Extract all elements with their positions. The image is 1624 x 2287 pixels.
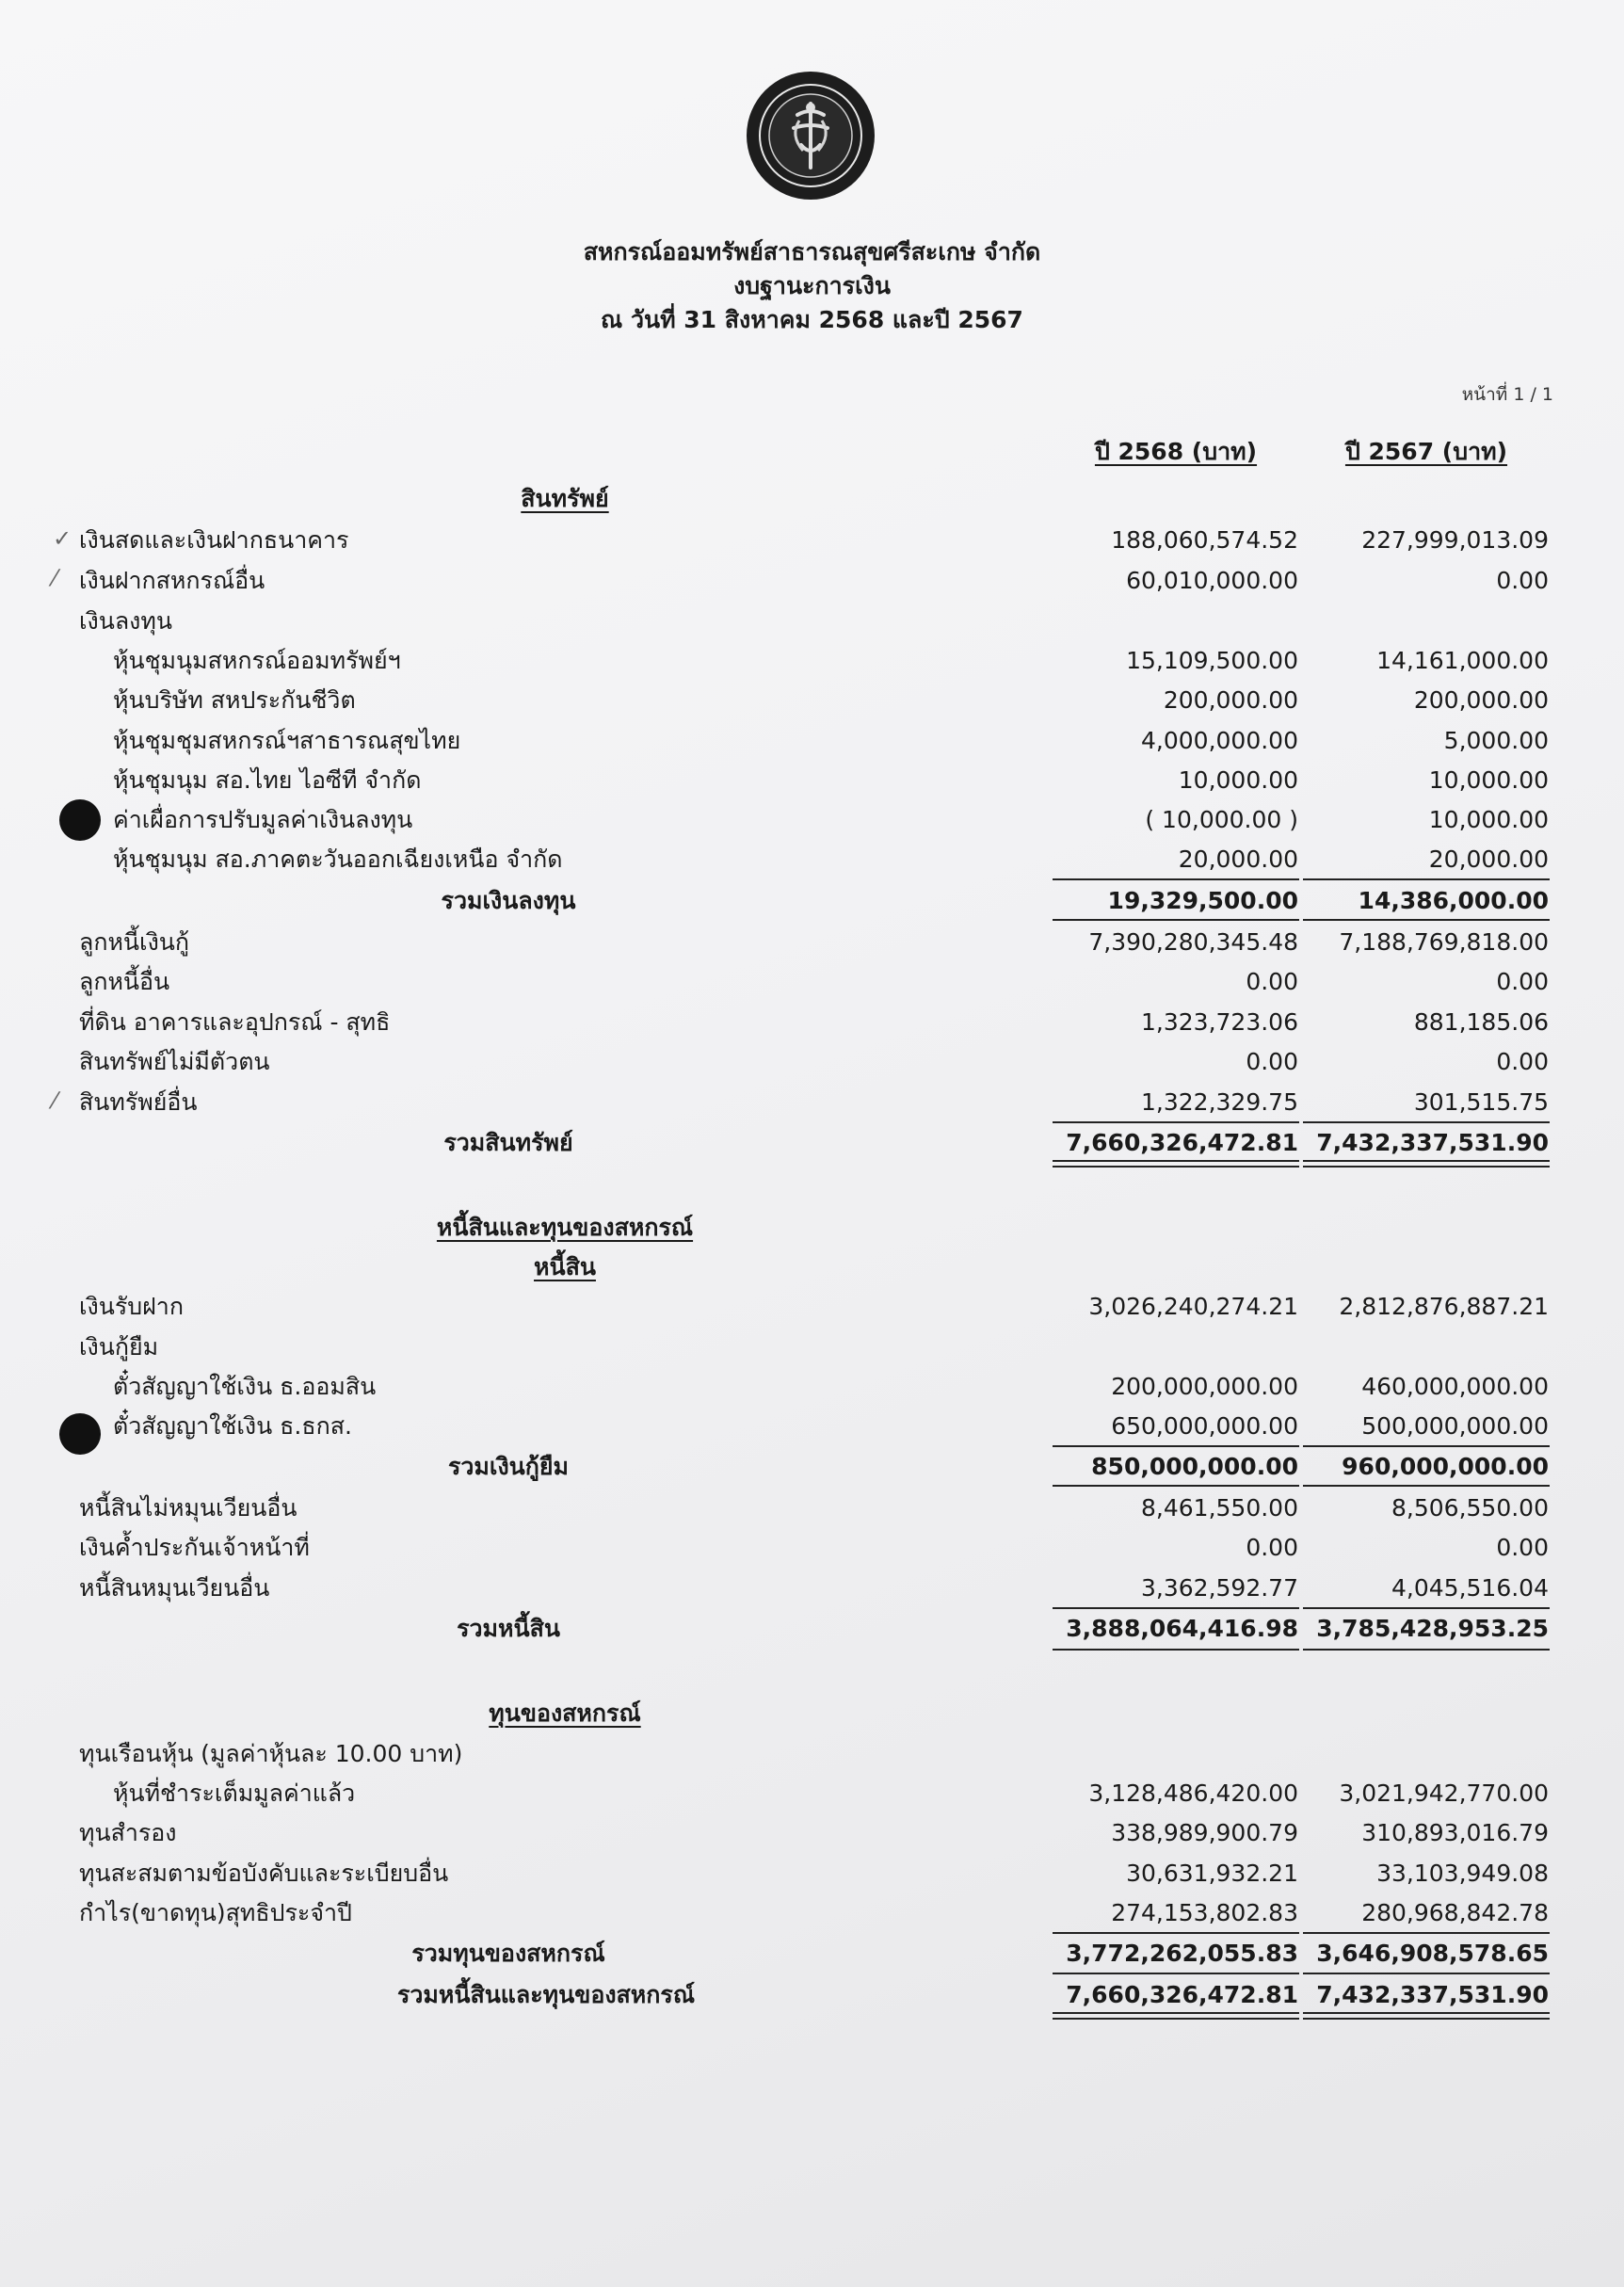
value-2568: 30,631,932.21 bbox=[1126, 1860, 1298, 1887]
value-2568: 338,989,900.79 bbox=[1111, 1819, 1298, 1846]
value-2567: 10,000.00 bbox=[1428, 806, 1549, 833]
value-2568: 650,000,000.00 bbox=[1111, 1412, 1298, 1440]
row-liability bbox=[0, 1570, 1624, 1607]
underline bbox=[1303, 1607, 1550, 1609]
value-2567: 200,000.00 bbox=[1413, 686, 1549, 714]
column-header-2567: ปี 2567 (บาท) bbox=[1344, 438, 1508, 465]
value-2567: 3,785,428,953.25 bbox=[1316, 1615, 1549, 1642]
row-investment bbox=[0, 722, 1624, 760]
value-2568: 19,329,500.00 bbox=[1107, 887, 1298, 914]
value-2567: 227,999,013.09 bbox=[1361, 526, 1549, 554]
row-liability bbox=[0, 1490, 1624, 1527]
row-label: ตั๋วสัญญาใช้เงิน ธ.ธกส. bbox=[113, 1412, 352, 1440]
underline bbox=[1053, 919, 1299, 921]
row-label: รวมสินทรัพย์ bbox=[443, 1129, 573, 1156]
value-2567: 14,161,000.00 bbox=[1376, 647, 1549, 674]
value-2568: 200,000.00 bbox=[1163, 686, 1298, 714]
underline bbox=[1303, 1485, 1550, 1487]
row-investments-heading bbox=[0, 603, 1624, 640]
row-paid-shares bbox=[0, 1775, 1624, 1812]
value-2568: ( 10,000.00 ) bbox=[1145, 806, 1298, 833]
date-line: ณ วันที่ 31 สิงหาคม 2568 และปี 2567 bbox=[601, 306, 1023, 333]
double-underline bbox=[1303, 2012, 1550, 2020]
value-2568: 188,060,574.52 bbox=[1111, 526, 1298, 554]
row-label: รวมทุนของสหกรณ์ bbox=[411, 1940, 605, 1967]
double-underline bbox=[1053, 2012, 1299, 2020]
value-2567: 0.00 bbox=[1496, 1048, 1549, 1075]
value-2568: 3,772,262,055.83 bbox=[1066, 1940, 1298, 1967]
row-equity bbox=[0, 1894, 1624, 1932]
underline bbox=[1303, 1445, 1550, 1447]
row-label: ที่ดิน อาคารและอุปกรณ์ - สุทธิ bbox=[79, 1008, 391, 1036]
row-label: ค่าเผื่อการปรับมูลค่าเงินลงทุน bbox=[113, 806, 413, 833]
underline bbox=[1303, 1121, 1550, 1123]
row-label: หุ้นชุมนุมสหกรณ์ออมทรัพย์ฯ bbox=[113, 647, 401, 674]
underline bbox=[1053, 1121, 1299, 1123]
value-2567: 7,432,337,531.90 bbox=[1316, 1981, 1549, 2008]
underline bbox=[1053, 1932, 1299, 1934]
row-label: ลูกหนี้เงินกู้ bbox=[79, 928, 190, 956]
underline bbox=[1053, 1649, 1299, 1651]
row-label: เงินค้ำประกันเจ้าหน้าที่ bbox=[79, 1534, 310, 1561]
check-mark: ⁄ bbox=[53, 565, 57, 591]
row-label: สินทรัพย์ไม่มีตัวตน bbox=[79, 1048, 270, 1075]
value-2568: 1,322,329.75 bbox=[1141, 1088, 1298, 1116]
section-liabilities-equity bbox=[0, 1209, 1624, 1247]
value-2568: 200,000,000.00 bbox=[1111, 1373, 1298, 1400]
row-investments-total bbox=[0, 882, 1624, 920]
underline bbox=[1053, 1445, 1299, 1447]
org-name: สหกรณ์ออมทรัพย์สาธารณสุขศรีสะเกษ จำกัด bbox=[583, 238, 1041, 266]
row-asset bbox=[0, 924, 1624, 961]
row-asset bbox=[0, 1043, 1624, 1081]
value-2567: 960,000,000.00 bbox=[1342, 1453, 1549, 1480]
row-label: ลูกหนี้อื่น bbox=[79, 968, 170, 995]
value-2567: 310,893,016.79 bbox=[1361, 1819, 1549, 1846]
double-underline bbox=[1053, 1160, 1299, 1168]
value-2567: 10,000.00 bbox=[1428, 766, 1549, 794]
row-equity bbox=[0, 1855, 1624, 1892]
row-investment bbox=[0, 801, 1624, 839]
row-label: รวมเงินลงทุน bbox=[441, 887, 576, 914]
value-2567: 3,646,908,578.65 bbox=[1316, 1940, 1549, 1967]
row-label: เงินฝากสหกรณ์อื่น bbox=[79, 567, 265, 594]
value-2568: 15,109,500.00 bbox=[1126, 647, 1298, 674]
value-2567: 14,386,000.00 bbox=[1358, 887, 1549, 914]
value-2567: 881,185.06 bbox=[1413, 1008, 1549, 1036]
section-liabilities bbox=[0, 1248, 1624, 1286]
row-asset bbox=[0, 963, 1624, 1001]
value-2568: 60,010,000.00 bbox=[1126, 567, 1298, 594]
value-2567: 460,000,000.00 bbox=[1361, 1373, 1549, 1400]
value-2568: 8,461,550.00 bbox=[1141, 1494, 1298, 1522]
underline bbox=[1053, 1973, 1299, 1974]
check-mark: ⁄ bbox=[53, 1087, 57, 1114]
value-2568: 3,362,592.77 bbox=[1141, 1574, 1298, 1602]
value-2567: 0.00 bbox=[1496, 968, 1549, 995]
value-2567: 2,812,876,887.21 bbox=[1339, 1293, 1549, 1320]
row-grand-total bbox=[0, 1976, 1624, 2014]
row-label: ทุนเรือนหุ้น (มูลค่าหุ้นละ 10.00 บาท) bbox=[79, 1740, 463, 1767]
underline bbox=[1303, 919, 1550, 921]
row-cash bbox=[0, 522, 1624, 559]
underline bbox=[1303, 1932, 1550, 1934]
column-header-2568: ปี 2568 (บาท) bbox=[1094, 438, 1258, 465]
row-label: เงินกู้ยืม bbox=[79, 1333, 159, 1361]
value-2567: 5,000.00 bbox=[1443, 727, 1549, 754]
section-title: หนี้สิน bbox=[534, 1253, 596, 1280]
doc-title: งบฐานะการเงิน bbox=[733, 272, 891, 299]
page-number: หน้าที่ 1 / 1 bbox=[1461, 384, 1553, 405]
underline bbox=[1053, 878, 1299, 880]
row-deposits bbox=[0, 1288, 1624, 1326]
double-underline bbox=[1303, 1160, 1550, 1168]
row-liability bbox=[0, 1529, 1624, 1567]
row-label: หุ้นชุมชุมสหกรณ์ฯสาธารณสุขไทย bbox=[113, 727, 461, 754]
check-mark: ✓ bbox=[53, 525, 72, 552]
value-2568: 3,026,240,274.21 bbox=[1088, 1293, 1298, 1320]
value-2567: 4,045,516.04 bbox=[1391, 1574, 1549, 1602]
section-title: สินทรัพย์ bbox=[521, 485, 609, 512]
row-asset bbox=[0, 1084, 1624, 1121]
row-label: ตั๋วสัญญาใช้เงิน ธ.ออมสิน bbox=[113, 1373, 377, 1400]
row-assets-total bbox=[0, 1124, 1624, 1162]
section-title: ทุนของสหกรณ์ bbox=[489, 1699, 641, 1727]
value-2568: 10,000.00 bbox=[1178, 766, 1298, 794]
row-label: หุ้นชุมนุม สอ.ไทย ไอซีที จำกัด bbox=[113, 766, 422, 794]
value-2567: 33,103,949.08 bbox=[1376, 1860, 1549, 1887]
value-2567: 0.00 bbox=[1496, 1534, 1549, 1561]
value-2568: 20,000.00 bbox=[1178, 846, 1298, 873]
row-share-capital-heading bbox=[0, 1735, 1624, 1773]
value-2568: 7,660,326,472.81 bbox=[1066, 1129, 1298, 1156]
value-2567: 7,188,769,818.00 bbox=[1339, 928, 1549, 956]
underline bbox=[1053, 1607, 1299, 1609]
value-2568: 3,128,486,420.00 bbox=[1088, 1780, 1298, 1807]
row-label: เงินลงทุน bbox=[79, 607, 172, 635]
underline bbox=[1303, 1649, 1550, 1651]
value-2568: 274,153,802.83 bbox=[1111, 1899, 1298, 1926]
row-label: เงินสดและเงินฝากธนาคาร bbox=[79, 526, 349, 554]
value-2568: 850,000,000.00 bbox=[1091, 1453, 1298, 1480]
row-investment bbox=[0, 841, 1624, 878]
row-label: รวมเงินกู้ยืม bbox=[447, 1453, 570, 1480]
value-2568: 7,660,326,472.81 bbox=[1066, 1981, 1298, 2008]
row-label: หุ้นชุมนุม สอ.ภาคตะวันออกเฉียงเหนือ จำกัด bbox=[113, 846, 563, 873]
row-label: กำไร(ขาดทุน)สุทธิประจำปี bbox=[79, 1899, 352, 1926]
row-investment bbox=[0, 642, 1624, 680]
row-label: หนี้สินหมุนเวียนอื่น bbox=[79, 1574, 270, 1602]
value-2568: 0.00 bbox=[1246, 1534, 1298, 1561]
row-coop-deposit bbox=[0, 562, 1624, 600]
row-label: หุ้นบริษัท สหประกันชีวิต bbox=[113, 686, 356, 714]
row-label: ทุนสะสมตามข้อบังคับและระเบียบอื่น bbox=[79, 1860, 449, 1887]
row-label: หนี้สินไม่หมุนเวียนอื่น bbox=[79, 1494, 297, 1522]
row-label: หุ้นที่ชำระเต็มมูลค่าแล้ว bbox=[113, 1780, 356, 1807]
cooperative-seal-logo bbox=[745, 70, 876, 201]
value-2568: 1,323,723.06 bbox=[1141, 1008, 1298, 1036]
row-borrowings-total bbox=[0, 1448, 1624, 1486]
value-2568: 4,000,000.00 bbox=[1141, 727, 1298, 754]
value-2567: 301,515.75 bbox=[1413, 1088, 1549, 1116]
row-label: สินทรัพย์อื่น bbox=[79, 1088, 198, 1116]
section-equity bbox=[0, 1695, 1624, 1732]
value-2567: 20,000.00 bbox=[1428, 846, 1549, 873]
value-2567: 0.00 bbox=[1496, 567, 1549, 594]
value-2568: 3,888,064,416.98 bbox=[1066, 1615, 1298, 1642]
row-borrowings-heading bbox=[0, 1329, 1624, 1366]
row-liabilities-total bbox=[0, 1610, 1624, 1648]
row-label: เงินรับฝาก bbox=[79, 1293, 184, 1320]
value-2568: 7,390,280,345.48 bbox=[1088, 928, 1298, 956]
value-2568: 0.00 bbox=[1246, 1048, 1298, 1075]
underline bbox=[1053, 1485, 1299, 1487]
value-2567: 7,432,337,531.90 bbox=[1316, 1129, 1549, 1156]
row-equity bbox=[0, 1814, 1624, 1852]
row-equity-total bbox=[0, 1935, 1624, 1973]
row-investment bbox=[0, 762, 1624, 799]
row-borrowing bbox=[0, 1408, 1624, 1445]
value-2568: 0.00 bbox=[1246, 968, 1298, 995]
row-asset bbox=[0, 1004, 1624, 1041]
row-label: ทุนสำรอง bbox=[79, 1819, 177, 1846]
row-label: รวมหนี้สินและทุนของสหกรณ์ bbox=[396, 1981, 696, 2008]
value-2567: 3,021,942,770.00 bbox=[1339, 1780, 1549, 1807]
underline bbox=[1303, 878, 1550, 880]
underline bbox=[1303, 1973, 1550, 1974]
value-2567: 280,968,842.78 bbox=[1361, 1899, 1549, 1926]
value-2567: 8,506,550.00 bbox=[1391, 1494, 1549, 1522]
section-title: หนี้สินและทุนของสหกรณ์ bbox=[436, 1214, 694, 1241]
value-2567: 500,000,000.00 bbox=[1361, 1412, 1549, 1440]
row-label: รวมหนี้สิน bbox=[457, 1615, 560, 1642]
row-borrowing bbox=[0, 1368, 1624, 1406]
row-investment bbox=[0, 682, 1624, 719]
section-assets bbox=[0, 480, 1624, 518]
